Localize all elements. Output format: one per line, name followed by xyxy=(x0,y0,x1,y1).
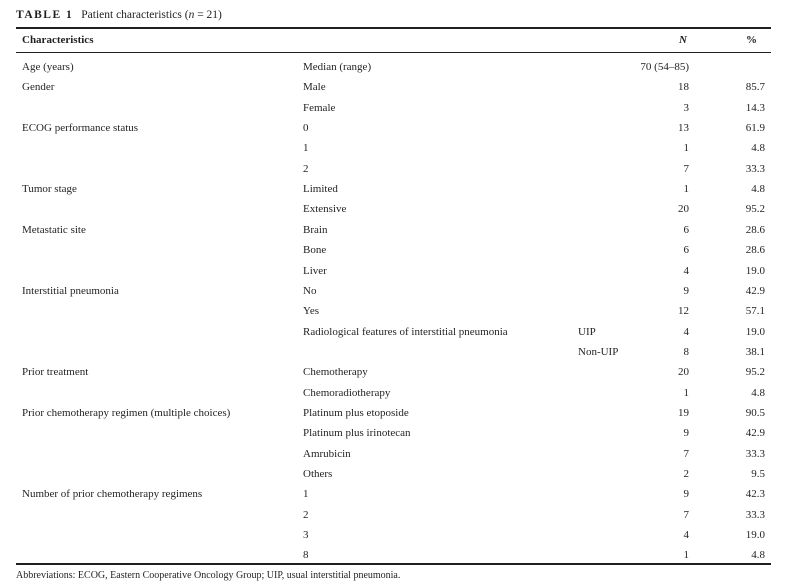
cell-category: Radiological features of interstitial pneumonia xyxy=(303,325,508,338)
cell-characteristic: Age (years) xyxy=(22,61,74,73)
cell-n: 7 xyxy=(683,447,689,460)
cell-characteristic: Gender xyxy=(22,81,55,94)
cell-n: 1 xyxy=(683,142,689,155)
table-row xyxy=(0,304,795,324)
cell-characteristic: Number of prior chemotherapy regimens xyxy=(22,488,203,501)
cell-n: 1 xyxy=(683,549,689,562)
table-footnote: Abbreviations: ECOG, Eastern Cooperative Oncology Group; UIP, usual interstitial pneumonia. xyxy=(16,570,401,581)
cell-n: 6 xyxy=(683,223,689,236)
table-row xyxy=(0,80,795,100)
table-row xyxy=(0,182,795,202)
cell-category: Liver xyxy=(303,264,327,277)
cell-percent: 61.9 xyxy=(745,122,765,135)
cell-n: 70 (54–85) xyxy=(640,61,689,73)
cell-n: 9 xyxy=(683,427,689,440)
cell-percent: 4.8 xyxy=(751,183,765,196)
cell-n: 20 xyxy=(678,203,689,216)
cell-n: 1 xyxy=(683,386,689,399)
cell-category: 2 xyxy=(303,508,309,521)
cell-percent: 90.5 xyxy=(745,406,765,419)
cell-subcategory: Non-UIP xyxy=(578,345,619,358)
table-row xyxy=(0,223,795,243)
cell-n: 20 xyxy=(678,366,689,379)
cell-percent: 33.3 xyxy=(745,508,765,521)
table-row xyxy=(0,101,795,121)
top-rule xyxy=(16,27,771,29)
cell-category: Chemoradiotherapy xyxy=(303,386,391,399)
cell-category: Median (range) xyxy=(303,61,372,73)
cell-category: Platinum plus etoposide xyxy=(303,406,409,419)
cell-percent: 57.1 xyxy=(745,305,765,318)
cell-percent: 95.2 xyxy=(745,366,765,379)
cell-characteristic: Tumor stage xyxy=(22,183,77,196)
cell-characteristic: ECOG performance status xyxy=(22,122,139,135)
table-title-count: = 21) xyxy=(194,9,222,21)
cell-percent: 95.2 xyxy=(745,203,765,216)
cell-characteristic: Metastatic site xyxy=(22,223,86,236)
cell-category: Bone xyxy=(303,244,327,257)
cell-percent: 9.5 xyxy=(751,468,765,480)
cell-percent: 33.3 xyxy=(745,162,765,175)
cell-category: 8 xyxy=(303,549,309,562)
table-row xyxy=(0,386,795,406)
cell-n: 18 xyxy=(678,81,689,94)
table-row xyxy=(0,202,795,222)
cell-category: Platinum plus irinotecan xyxy=(303,427,411,440)
table-row xyxy=(0,264,795,284)
cell-characteristic: Interstitial pneumonia xyxy=(22,284,119,297)
cell-category: Others xyxy=(303,468,333,480)
header-characteristics: Characteristics xyxy=(22,34,94,46)
cell-n: 4 xyxy=(683,325,689,338)
cell-n: 4 xyxy=(683,264,689,277)
bottom-rule xyxy=(16,563,771,565)
cell-percent: 4.8 xyxy=(751,386,765,399)
table-row xyxy=(0,141,795,161)
cell-characteristic: Prior chemotherapy regimen (multiple choices) xyxy=(22,406,231,419)
cell-percent: 85.7 xyxy=(745,81,765,94)
cell-category: Brain xyxy=(303,223,328,236)
cell-percent: 19.0 xyxy=(745,264,765,277)
cell-percent: 38.1 xyxy=(745,345,765,358)
table-title-variable: n xyxy=(188,9,195,21)
cell-percent: 19.0 xyxy=(745,325,765,338)
cell-category: 3 xyxy=(303,529,309,542)
table-caption xyxy=(16,9,222,21)
cell-percent: 42.3 xyxy=(745,488,765,501)
cell-category: Male xyxy=(303,81,326,94)
cell-category: Extensive xyxy=(303,203,347,216)
table-row xyxy=(0,487,795,507)
table-row xyxy=(0,162,795,182)
table-row xyxy=(0,426,795,446)
header-percent: % xyxy=(746,34,757,46)
cell-n: 8 xyxy=(683,345,689,358)
cell-n: 3 xyxy=(683,101,689,114)
cell-n: 9 xyxy=(683,488,689,501)
table-row xyxy=(0,548,795,568)
table-title: Patient characteristics ( xyxy=(81,9,189,21)
cell-category: Limited xyxy=(303,183,338,196)
cell-n: 7 xyxy=(683,162,689,175)
cell-n: 9 xyxy=(683,284,689,297)
cell-category: No xyxy=(303,284,317,297)
cell-percent: 28.6 xyxy=(745,223,765,236)
cell-category: Yes xyxy=(303,305,320,318)
cell-percent: 33.3 xyxy=(745,447,765,460)
cell-category: 1 xyxy=(303,488,309,501)
cell-n: 2 xyxy=(683,468,689,480)
cell-characteristic: Prior treatment xyxy=(22,366,89,379)
table-row xyxy=(0,243,795,263)
table-label: TABLE 1 xyxy=(16,9,74,21)
cell-subcategory: UIP xyxy=(578,325,596,338)
cell-n: 19 xyxy=(678,406,689,419)
cell-category: 2 xyxy=(303,162,309,175)
cell-n: 7 xyxy=(683,508,689,521)
table-row xyxy=(0,406,795,426)
cell-category: 1 xyxy=(303,142,309,155)
cell-n: 4 xyxy=(683,529,689,542)
table-row xyxy=(0,528,795,548)
table-row xyxy=(0,284,795,304)
table-row xyxy=(0,60,795,80)
cell-percent: 19.0 xyxy=(745,529,765,542)
cell-percent: 4.8 xyxy=(751,549,765,562)
cell-percent: 4.8 xyxy=(751,142,765,155)
cell-category: Chemotherapy xyxy=(303,366,368,379)
cell-category: Female xyxy=(303,101,336,114)
cell-n: 1 xyxy=(683,183,689,196)
header-rule xyxy=(16,52,771,53)
table-row xyxy=(0,325,795,345)
cell-percent: 42.9 xyxy=(745,284,765,297)
header-n: N xyxy=(679,34,687,46)
table-row xyxy=(0,365,795,385)
cell-percent: 28.6 xyxy=(745,244,765,257)
table-row xyxy=(0,508,795,528)
cell-percent: 14.3 xyxy=(745,101,765,114)
table-row xyxy=(0,467,795,487)
cell-n: 13 xyxy=(678,122,689,135)
cell-category: 0 xyxy=(303,122,309,135)
cell-percent: 42.9 xyxy=(745,427,765,440)
table-row xyxy=(0,345,795,365)
cell-category: Amrubicin xyxy=(303,447,351,460)
table-row xyxy=(0,121,795,141)
table-row xyxy=(0,447,795,467)
cell-n: 12 xyxy=(678,305,689,318)
cell-n: 6 xyxy=(683,244,689,257)
